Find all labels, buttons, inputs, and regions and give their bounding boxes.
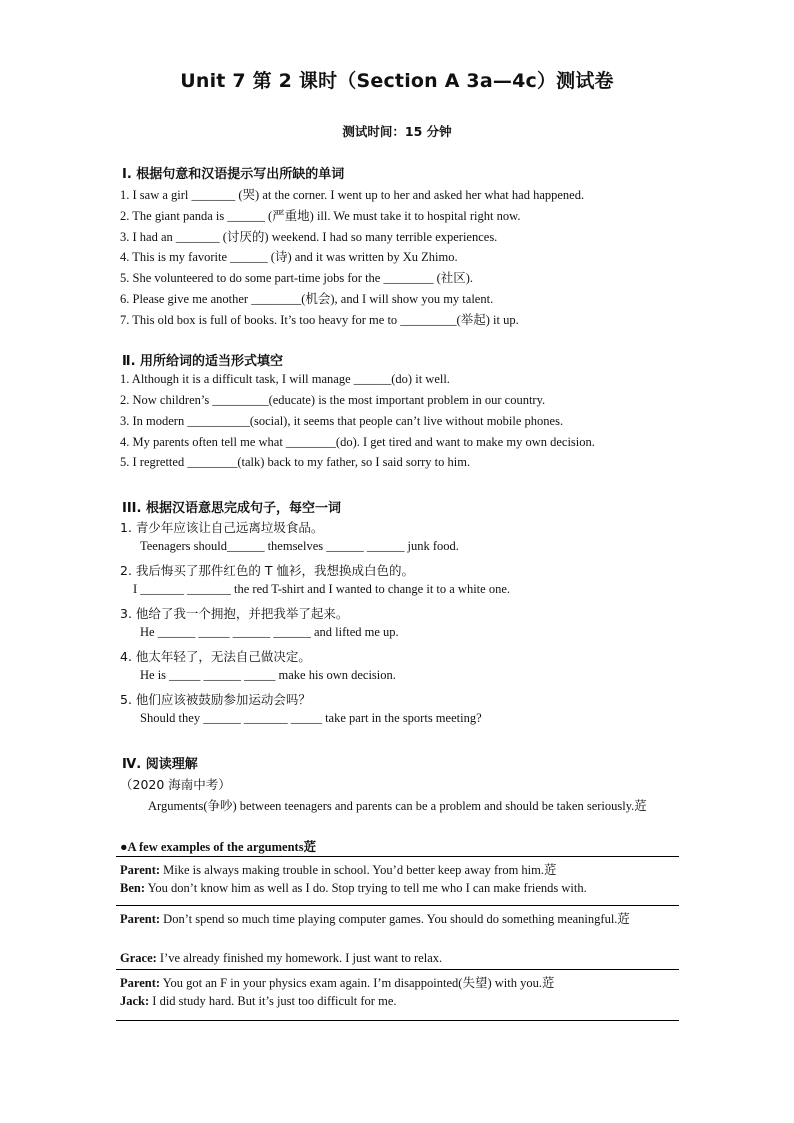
divider [116,1020,679,1021]
section-1-item: 1. I saw a girl _______ (哭) at the corner. I went up to her and asked her what had happened. [120,188,585,202]
reading-intro: Arguments(争吵) between teenagers and parents can be a problem and should be taken seriously.菦 [148,799,647,813]
section-2-item: 4. My parents often tell me what ________(do). I get tired and want to make my own decision. [120,435,595,449]
section-1-item: 7. This old box is full of books. It’s too heavy for me to _________(举起) it up. [120,313,519,327]
section-2-item: 1. Although it is a difficult task, I will manage ______(do) it well. [120,372,450,386]
section-3-chinese: 4. 他太年轻了，无法自己做决定。 [120,649,311,664]
section-1-item: 5. She volunteered to do some part-time jobs for the ________ (社区). [120,271,474,285]
divider [116,905,679,906]
section-3-chinese: 1. 青少年应该让自己远离垃圾食品。 [120,520,324,535]
dialogue-line [120,994,397,1009]
section-1-item: 2. The giant panda is ______ (严重地) ill. We must take it to hospital right now. [120,209,521,223]
section-2-heading: Ⅱ. 用所给词的适当形式填空 [122,354,284,369]
utterance: Mike is always making trouble in school. You’d better keep away from him.菦 [160,863,557,877]
speaker: Ben: [120,881,145,895]
section-1-item: 4. This is my favorite ______ (诗) and it was written by Xu Zhimo. [120,250,458,264]
section-3-english: He ______ _____ ______ ______ and lifted me up. [140,625,399,639]
speaker: Grace: [120,951,157,965]
section-3-english: He is _____ ______ _____ make his own decision. [140,668,396,682]
reading-source: （2020 海南中考） [120,777,231,792]
section-2-item: 5. I regretted ________(talk) back to my father, so I said sorry to him. [120,455,471,469]
dialogue-line [120,860,557,878]
examples-heading: ●A few examples of the arguments菦 [120,840,317,854]
dialogue-line [120,951,442,966]
utterance: Don’t spend so much time playing computer games. You should do something meaningful.菦 [160,912,630,926]
speaker: Parent: [120,912,161,926]
section-4-heading: Ⅳ. 阅读理解 [122,757,198,772]
section-3-english: Should they ______ _______ _____ take part in the sports meeting? [140,711,482,725]
utterance: You got an F in your physics exam again. I’m disappointed(失望) with you.菦 [160,976,555,990]
utterance: You don’t know him as well as I do. Stop trying to tell me who I can make friends with. [145,881,587,895]
section-3-chinese: 2. 我后悔买了那件红色的 T 恤衫，我想换成白色的。 [120,563,414,578]
section-3-chinese: 5. 他们应该被鼓励参加运动会吗？ [120,692,311,707]
section-1-item: 3. I had an _______ (讨厌的) weekend. I had so many terrible experiences. [120,230,498,244]
speaker: Jack: [120,994,150,1008]
section-1-heading: Ⅰ. 根据句意和汉语提示写出所缺的单词 [122,167,345,182]
page-title: Unit 7 第 2 课时（Section A 3a—4c）测试卷 [180,70,614,92]
section-2-item: 2. Now children’s _________(educate) is the most important problem in our country. [120,393,546,407]
section-3-chinese: 3. 他给了我一个拥抱，并把我举了起来。 [120,606,349,621]
section-3-english: Teenagers should______ themselves ______ ______ junk food. [140,539,459,553]
test-duration: 测试时间：15 分钟 [342,124,452,139]
utterance: I’ve already finished my homework. I just want to relax. [156,951,443,965]
speaker: Parent: [120,863,161,877]
section-3-heading: III. 根据汉语意思完成句子，每空一词 [122,501,341,516]
utterance: I did study hard. But it’s just too difficult for me. [149,994,397,1008]
section-2-item: 3. In modern __________(social), it seems that people can’t live without mobile phones. [120,414,564,428]
dialogue-line [120,973,554,991]
dialogue-line [120,881,587,896]
divider [116,969,679,970]
speaker: Parent: [120,976,161,990]
section-3-english: I _______ _______ the red T-shirt and I wanted to change it to a white one. [133,582,511,596]
section-1-item: 6. Please give me another ________(机会), and I will show you my talent. [120,292,494,306]
divider [116,856,679,857]
dialogue-line [120,909,675,929]
